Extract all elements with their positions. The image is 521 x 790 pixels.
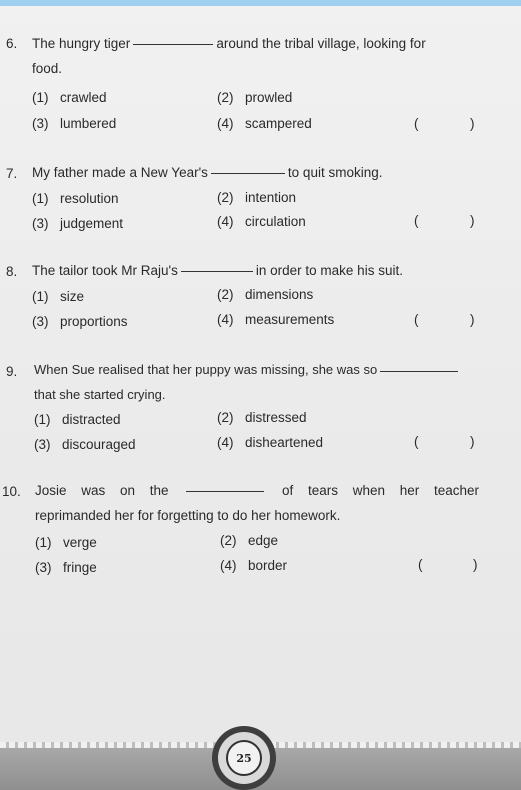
option-number: (1) xyxy=(32,90,49,105)
option-text: scampered xyxy=(245,116,312,131)
answer-bracket-open: ( xyxy=(414,213,419,228)
option-number: (3) xyxy=(32,216,49,231)
option-2 xyxy=(217,90,292,105)
question-stem xyxy=(32,31,477,81)
option-text: discouraged xyxy=(62,437,136,452)
option-3 xyxy=(32,216,123,231)
option-number: (4) xyxy=(220,558,237,573)
option-number: (2) xyxy=(217,287,234,302)
answer-bracket-open: ( xyxy=(414,312,419,327)
option-2 xyxy=(217,410,307,425)
option-number: (2) xyxy=(220,533,237,548)
option-number: (1) xyxy=(34,412,51,427)
option-4 xyxy=(217,214,306,229)
page-top-edge xyxy=(0,0,521,6)
page-number: 25 xyxy=(226,740,262,776)
option-number: (1) xyxy=(35,535,52,550)
option-text: judgement xyxy=(60,216,124,231)
option-number: (4) xyxy=(217,214,234,229)
option-number: (3) xyxy=(34,437,51,452)
stem-text-after: of tears when her teacher xyxy=(281,483,479,498)
stem-text-line2: food. xyxy=(32,61,63,76)
option-1 xyxy=(32,191,119,206)
option-number: (4) xyxy=(217,116,234,131)
stem-text-before: The tailor took Mr Raju's xyxy=(32,263,178,278)
option-text: edge xyxy=(248,533,279,548)
option-text: dimensions xyxy=(245,287,314,302)
question-number: 10. xyxy=(2,484,21,499)
option-text: lumbered xyxy=(60,116,117,131)
option-text: border xyxy=(248,558,288,573)
stem-text-line2: that she started crying. xyxy=(34,387,166,402)
answer-blank xyxy=(181,270,253,272)
option-4 xyxy=(220,558,287,573)
option-3 xyxy=(32,314,128,329)
question-stem-line2 xyxy=(35,503,479,528)
option-3 xyxy=(35,560,97,575)
question-number: 6. xyxy=(6,36,18,51)
option-text: circulation xyxy=(245,214,306,229)
option-3 xyxy=(32,116,116,131)
stem-text-after: in order to make his suit. xyxy=(255,263,403,278)
answer-bracket-open: ( xyxy=(418,557,423,572)
option-text: size xyxy=(60,289,85,304)
question-stem xyxy=(34,357,491,407)
option-2 xyxy=(217,287,313,302)
option-1 xyxy=(32,90,107,105)
stem-text-after: to quit smoking. xyxy=(287,165,383,180)
stem-text-before: The hungry tiger xyxy=(32,36,131,51)
option-1 xyxy=(35,535,97,550)
question-number: 7. xyxy=(6,166,18,181)
option-number: (2) xyxy=(217,410,234,425)
stem-text-line2: reprimanded her for forgetting to do her homework. xyxy=(35,508,341,523)
option-text: prowled xyxy=(245,90,293,105)
option-text: fringe xyxy=(63,560,97,575)
question-stem xyxy=(35,478,479,503)
option-text: intention xyxy=(245,190,297,205)
option-number: (2) xyxy=(217,190,234,205)
answer-bracket-close: ) xyxy=(470,312,475,327)
option-text: verge xyxy=(63,535,97,550)
option-text: crawled xyxy=(60,90,107,105)
option-1 xyxy=(34,412,121,427)
answer-bracket-open: ( xyxy=(414,116,419,131)
option-text: resolution xyxy=(60,191,119,206)
option-number: (3) xyxy=(32,116,49,131)
stem-text-after: around the tribal village, looking for xyxy=(216,36,426,51)
answer-bracket-close: ) xyxy=(470,213,475,228)
answer-blank xyxy=(186,490,264,492)
option-text: distracted xyxy=(62,412,121,427)
answer-bracket-open: ( xyxy=(414,434,419,449)
option-number: (1) xyxy=(32,191,49,206)
option-text: proportions xyxy=(60,314,128,329)
answer-bracket-close: ) xyxy=(473,557,478,572)
answer-bracket-close: ) xyxy=(470,434,475,449)
question-stem xyxy=(32,258,477,283)
question-stem xyxy=(32,160,477,185)
answer-bracket-close: ) xyxy=(470,116,475,131)
option-text: disheartened xyxy=(245,435,324,450)
option-1 xyxy=(32,289,84,304)
option-4 xyxy=(217,116,312,131)
option-number: (3) xyxy=(32,314,49,329)
option-number: (4) xyxy=(217,312,234,327)
question-number: 9. xyxy=(6,364,18,379)
option-4 xyxy=(217,312,334,327)
option-number: (3) xyxy=(35,560,52,575)
option-3 xyxy=(34,437,136,452)
option-4 xyxy=(217,435,323,450)
option-2 xyxy=(217,190,296,205)
answer-blank xyxy=(211,172,285,174)
option-2 xyxy=(220,533,278,548)
option-text: distressed xyxy=(245,410,307,425)
stem-text-before: My father made a New Year's xyxy=(32,165,208,180)
stem-text-before: Josie was on the xyxy=(35,483,169,498)
answer-blank xyxy=(133,43,213,45)
question-number: 8. xyxy=(6,264,18,279)
option-number: (1) xyxy=(32,289,49,304)
option-text: measurements xyxy=(245,312,335,327)
option-number: (4) xyxy=(217,435,234,450)
answer-blank xyxy=(380,370,458,372)
option-number: (2) xyxy=(217,90,234,105)
stem-text-before: When Sue realised that her puppy was missing, she was so xyxy=(34,362,378,377)
